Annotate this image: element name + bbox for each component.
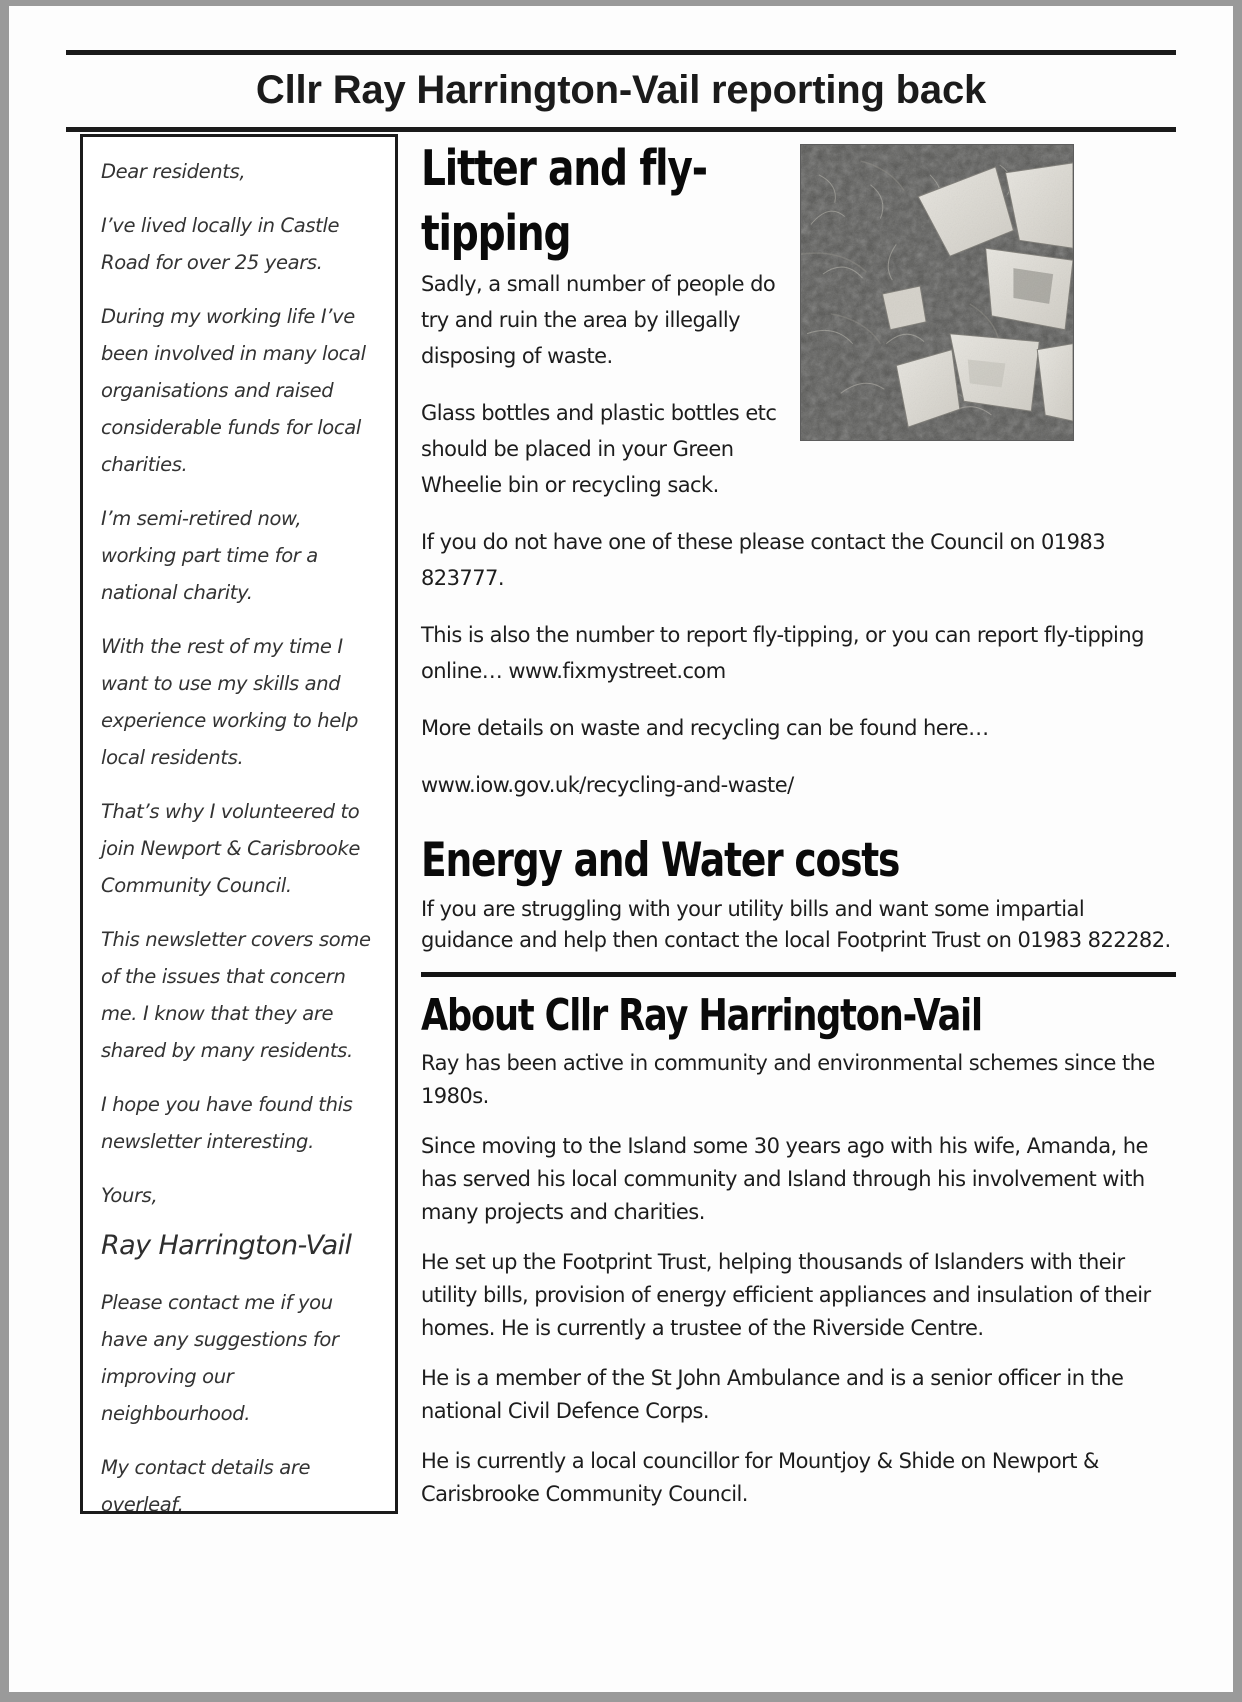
body-paragraph: Glass bottles and plastic bottles etc should be placed in your Green Wheelie bin or recycling sack. bbox=[421, 401, 777, 497]
fly-tipping-photo-graphic bbox=[801, 145, 1073, 440]
letter-box bbox=[80, 134, 398, 1514]
body-paragraph: He set up the Footprint Trust, helping thousands of Islanders with their utility bills, provision of energy efficient appliances and insulation of their homes. He is currently a trustee of the Riverside Centre. bbox=[421, 1250, 1151, 1340]
section-energy-and-water-costs bbox=[421, 824, 1176, 956]
letter-paragraph: I hope you have found this newsletter interesting. bbox=[101, 1093, 353, 1153]
masthead-rule-bottom bbox=[66, 127, 1176, 132]
body-paragraph: He is a member of the St John Ambulance and is a senior officer in the national Civil Defence Corps. bbox=[421, 1366, 1124, 1423]
section-body-energy bbox=[421, 894, 1176, 956]
scan-edge-bottom bbox=[0, 1692, 1242, 1702]
body-paragraph: If you are struggling with your utility bills and want some impartial guidance and help then contact the local Footprint Trust on 01983 822282. bbox=[421, 897, 1171, 952]
letter-signature: Ray Harrington-Vail bbox=[101, 1230, 352, 1261]
letter-from-councillor bbox=[101, 153, 377, 1523]
letter-paragraph: I’ve lived locally in Castle Road for over 25 years. bbox=[101, 214, 340, 274]
fly-tipping-photo bbox=[800, 144, 1074, 441]
letter-postscript: Please contact me if you have any suggestions for improving our neighbourhood. bbox=[101, 1291, 339, 1425]
section-heading-energy: Energy and Water costs bbox=[421, 833, 900, 888]
section-body-about bbox=[421, 1047, 1176, 1511]
paper-sheet bbox=[9, 6, 1233, 1692]
body-paragraph: More details on waste and recycling can be found here… bbox=[421, 716, 989, 740]
body-paragraph: He is currently a local councillor for Mountjoy & Shide on Newport & Carisbrooke Community Council. bbox=[421, 1449, 1099, 1506]
letter-postscript: My contact details are overleaf. bbox=[101, 1456, 311, 1516]
body-paragraph: Sadly, a small number of people do try and ruin the area by illegally disposing of waste. bbox=[421, 272, 776, 368]
body-paragraph: This is also the number to report fly-tipping, or you can report fly-tipping online… www.fixmystreet.com bbox=[421, 623, 1144, 683]
body-paragraph: Ray has been active in community and environmental schemes since the 1980s. bbox=[421, 1051, 1155, 1108]
letter-paragraph: With the rest of my time I want to use my skills and experience working to help local residents. bbox=[101, 635, 358, 769]
masthead bbox=[66, 50, 1176, 132]
section-about-councillor bbox=[421, 983, 1176, 1511]
body-paragraph: If you do not have one of these please contact the Council on 01983 823777. bbox=[421, 530, 1106, 590]
body-paragraph-url: www.iow.gov.uk/recycling-and-waste/ bbox=[421, 773, 794, 797]
letter-paragraph: I’m semi-retired now, working part time for a national charity. bbox=[101, 507, 318, 604]
scan-edge-right bbox=[1233, 0, 1242, 1702]
body-paragraph: Since moving to the Island some 30 years ago with his wife, Amanda, he has served his local community and Island through his involvement with many projects and charities. bbox=[421, 1134, 1148, 1224]
letter-paragraph: Dear residents, bbox=[101, 160, 246, 183]
scan-edge-left bbox=[0, 0, 9, 1702]
section-heading-about: About Cllr Ray Harrington-Vail bbox=[421, 990, 982, 1041]
letter-closing: Yours, bbox=[101, 1184, 158, 1207]
section-divider-rule bbox=[421, 972, 1176, 977]
section-heading-litter: Litter and fly-tipping bbox=[421, 140, 707, 262]
letter-paragraph: During my working life I’ve been involved in many local organisations and raised considerable funds for local charities. bbox=[101, 305, 366, 476]
page-title: Cllr Ray Harrington-Vail reporting back bbox=[255, 68, 987, 112]
letter-paragraph: This newsletter covers some of the issues that concern me. I know that they are shared by many residents. bbox=[101, 928, 371, 1062]
letter-paragraph: That’s why I volunteered to join Newport & Carisbrooke Community Council. bbox=[101, 800, 361, 897]
